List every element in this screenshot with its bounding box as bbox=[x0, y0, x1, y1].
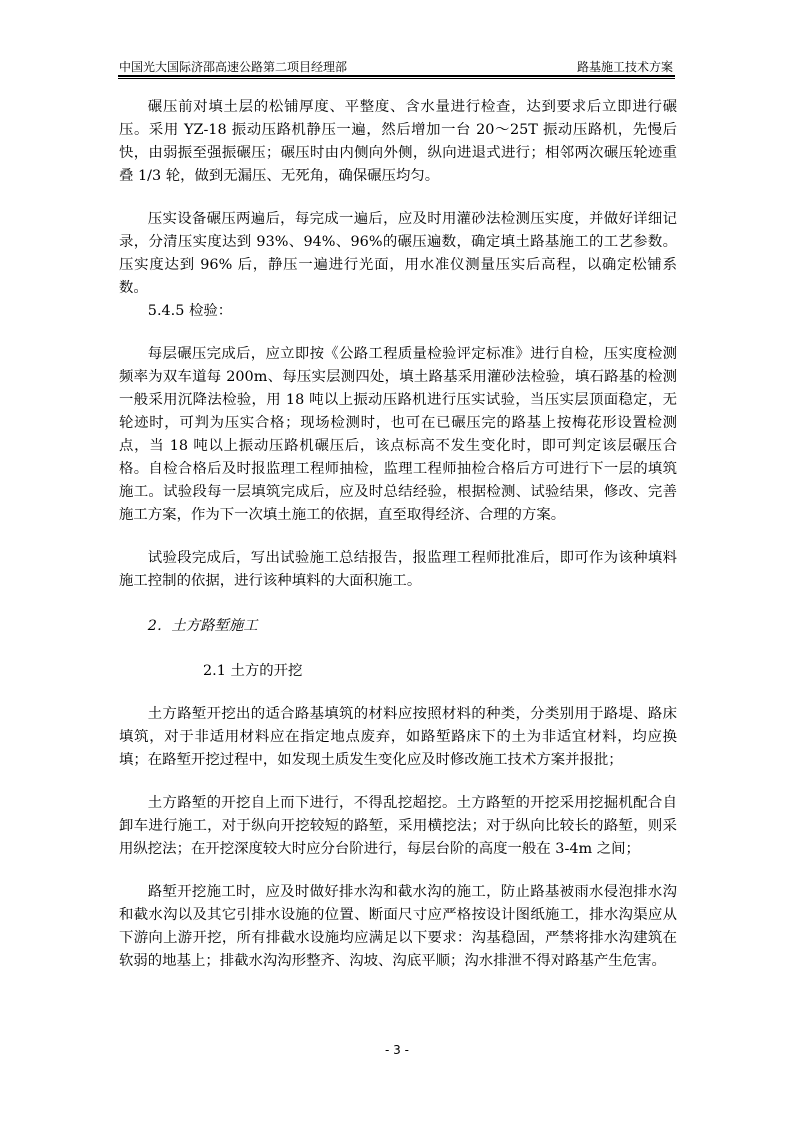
paragraph-compaction: 压实设备碾压两遍后，每完成一遍后，应及时用灌砂法检测压实度，并做好详细记录，分清压实度达到 93%、94%、96%的碾压遍数，确定填土路基施工的工艺参数。压实度达到 96% 后，静压一遍进行光面，用水准仪测量压实后高程，以确定松铺系数。 bbox=[119, 211, 677, 296]
paragraph-rolling: 碾压前对填土层的松铺厚度、平整度、含水量进行检查，达到要求后立即进行碾压。采用 YZ-18 振动压路机静压一遍，然后增加一台 20～25T 振动压路机，先慢后快，由弱振至强振碾压；碾压时由内侧向外侧，纵向进退式进行；相邻两次碾压轮迹重叠 1/3 轮，做到无漏压、无死角，确保碾压均匀。 bbox=[119, 99, 677, 184]
header-rule-thin bbox=[118, 78, 675, 79]
section-heading-cutting: 2．土方路堑施工 bbox=[147, 618, 258, 634]
page-body bbox=[119, 96, 677, 973]
paragraph-inspection: 每层碾压完成后，应立即按《公路工程质量检验评定标准》进行自检，压实度检测频率为双车道每 200m、每压实层测四处，填土路基采用灌砂法检验，填石路基的检测一般采用沉降法检验，用 18 吨以上振动压路机进行压实试验，当压实层顶面稳定，无轮迹时，可判为压实合格；现场检测时，也可在已碾压完的路基上按梅花形设置检测点，当 18 吨以上振动压路机碾压后，该点标高不发生变化时，即可判定该层碾压合格。自检合格后及时报监理工程师抽检，监理工程师抽检合格后方可进行下一层的填筑施工。试验段每一层填筑完成后，应及时总结经验，根据检测、试验结果，修改、完善施工方案，作为下一次填土施工的依据，直至取得经济、合理的方案。 bbox=[119, 346, 677, 523]
section-heading-inspection: 5.4.5 检验： bbox=[147, 303, 233, 319]
header-company: 中国光大国际济邵高速公路第二项目经理部 bbox=[119, 60, 348, 74]
header-rule-thick bbox=[118, 75, 675, 77]
paragraph-drainage: 路堑开挖施工时，应及时做好排水沟和截水沟的施工，防止路基被雨水侵泡排水沟和截水沟以及其它引排水设施的位置、断面尺寸应严格按设计图纸施工，排水沟渠应从下游向上游开挖，所有排截水设施均应满足以下要求：沟基稳固，严禁将排水沟建筑在软弱的地基上；排截水沟沟形整齐、沟坡、沟底平顺；沟水排泄不得对路基产生危害。 bbox=[119, 884, 677, 969]
subsection-heading-excavation: 2.1 土方的开挖 bbox=[203, 663, 303, 679]
paragraph-trial-summary: 试验段完成后，写出试验施工总结报告，报监理工程师批准后，即可作为该种填料施工控制的依据，进行该种填料的大面积施工。 bbox=[119, 550, 677, 589]
page-number: - 3 - bbox=[385, 1043, 409, 1057]
page-header bbox=[119, 58, 675, 74]
header-document-title: 路基施工技术方案 bbox=[576, 60, 673, 74]
paragraph-materials: 土方路堑开挖出的适合路基填筑的材料应按照材料的种类，分类别用于路堤、路床填筑，对于非适用材料应在指定地点废弃，如路堑路床下的土为非适宜材料，均应换填；在路堑开挖过程中，如发现土质发生变化应及时修改施工技术方案并报批； bbox=[119, 706, 677, 768]
paragraph-excavation-method: 土方路堑的开挖自上而下进行，不得乱挖超挖。土方路堑的开挖采用挖掘机配合自卸车进行施工，对于纵向开挖较短的路堑，采用横挖法；对于纵向比较长的路堑，则采用纵挖法；在开挖深度较大时应分台阶进行，每层台阶的高度一般在 3-4m 之间； bbox=[119, 795, 677, 857]
